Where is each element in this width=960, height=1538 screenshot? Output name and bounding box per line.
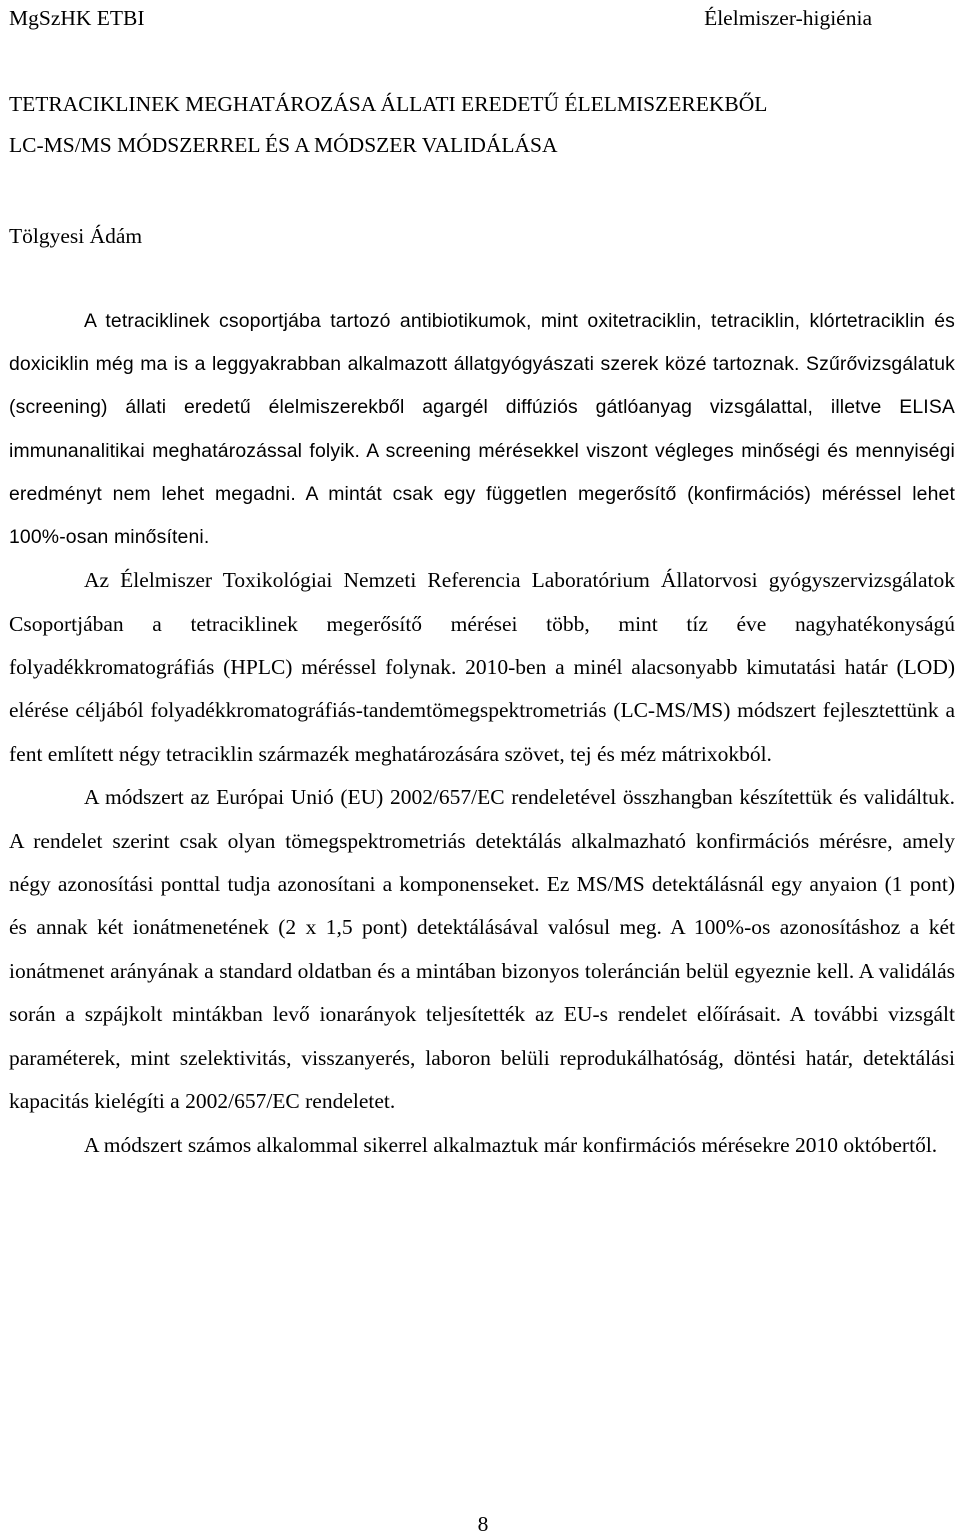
abstract-body [9, 300, 955, 1167]
title-line-1: TETRACIKLINEK MEGHATÁROZÁSA ÁLLATI EREDETŰ ÉLELMISZEREKBŐL [9, 92, 768, 116]
header-right: Élelmiszer-higiénia [704, 6, 872, 30]
paragraph-2: Az Élelmiszer Toxikológiai Nemzeti Referencia Laboratórium Állatorvosi gyógyszervizsgálatok Csoportjában a tetraciklinek megerősítő mérései több, mint tíz éve nagyhatékonyságú folyadékkromatográfiás (HPLC) méréssel folynak. 2010-ben a minél alacsonyabb kimutatási határ (LOD) elérése céljából folyadékkromatográfiás-tandemtömegspektrometriás (LC-MS/MS) módszert fejlesztettünk a fent említett négy tetraciklin származék meghatározására szövet, tej és méz mátrixokból. [9, 568, 955, 766]
author-name: Tölgyesi Ádám [9, 224, 143, 248]
paragraph-4: A módszert számos alkalommal sikerrel alkalmaztuk már konfirmációs mérésekre 2010 októbertől. [84, 1132, 938, 1157]
title-line-2: LC-MS/MS MÓDSZERREL ÉS A MÓDSZER VALIDÁLÁSA [9, 133, 558, 157]
document-title [9, 84, 767, 166]
header-left: MgSzHK ETBI [9, 6, 145, 30]
paragraph-3: A módszert az Európai Unió (EU) 2002/657/EC rendeletével összhangban készítettük és validáltuk. A rendelet szerint csak olyan tömegspektrometriás detektálás alkalmazható konfirmációs mérésre, amely négy azonosítási ponttal tudja azonosítani a komponenseket. Ez MS/MS detektálásnál egy anyaion (1 pont) és annak két ionátmenetének (2 x 1,5 pont) detektálásával valósul meg. A 100%-os azonosításhoz a két ionátmenet arányának a standard oldatban és a mintában bizonyos toleráncián belül egyeznie kell. A validálás során a szpájkolt mintákban levő ionarányok teljesítették az EU-s rendelet előírásait. A további vizsgált paraméterek, mint szelektivitás, visszanyerés, laboron belüli reprodukálhatóság, döntési határ, detektálási kapacitás kielégíti a 2002/657/EC rendeletet. [9, 785, 955, 1114]
paragraph-1: A tetraciklinek csoportjába tartozó antibiotikumok, mint oxitetraciklin, tetraciklin, klórtetraciklin és doxiciklin még ma is a leggyakrabban alkalmazott állatgyógyászati szerek közé tartoznak. Szűrővizsgálatuk (screening) állati eredetű élelmiszerekből agargél diffúziós gátlóanyag vizsgálattal, illetve ELISA immunanalitikai meghatározással folyik. A screening mérésekkel viszont végleges minőségi és mennyiségi eredményt nem lehet megadni. A mintát csak egy független megerősítő (konfirmációs) méréssel lehet 100%-osan minősíteni. [9, 310, 955, 549]
page-number: 8 [477, 1512, 489, 1536]
